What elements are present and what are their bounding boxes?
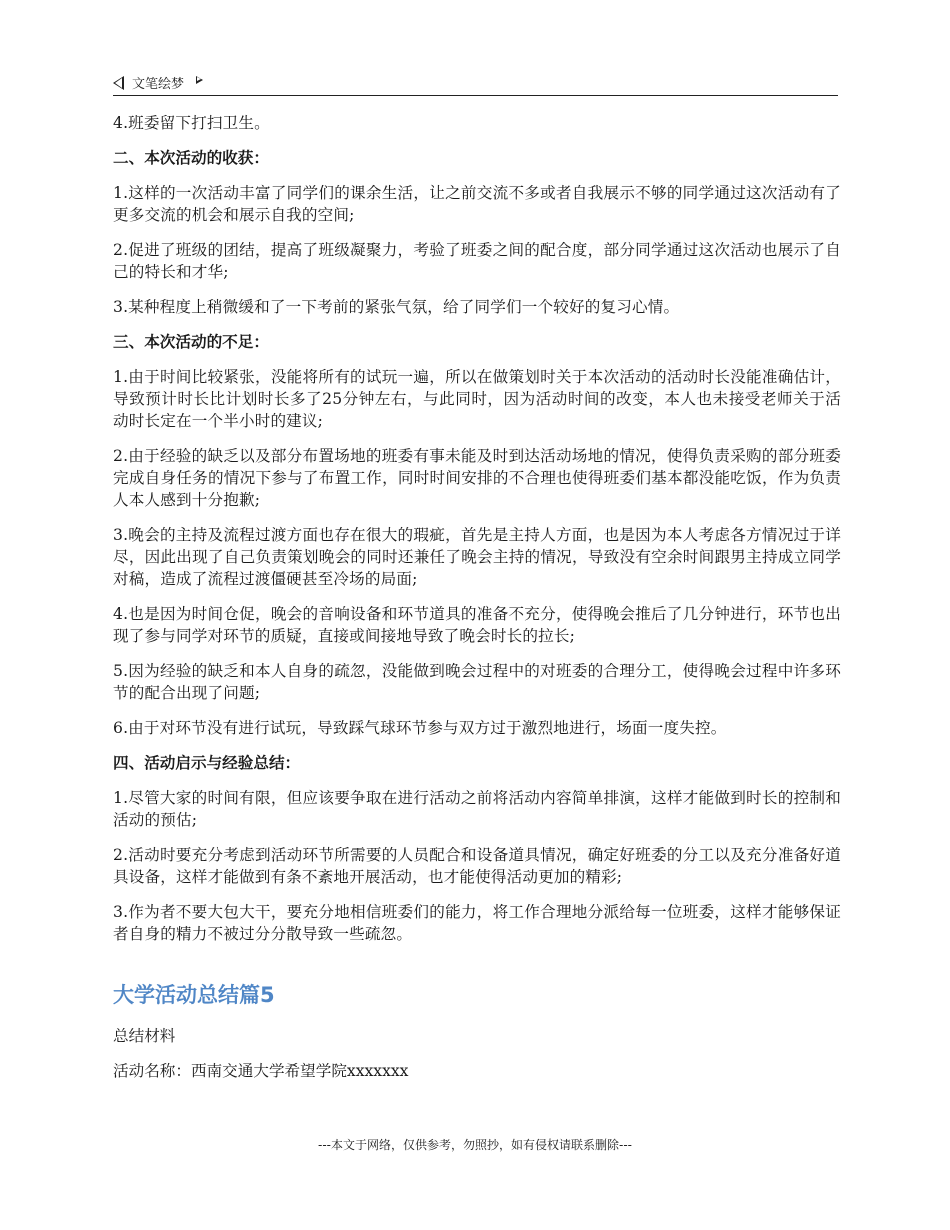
paragraph-lack-3: 3.晚会的主持及流程过渡方面也存在很大的瑕疵，首先是主持人方面，也是因为本人考虑各方情况过于详尽，因此出现了自己负责策划晚会的同时还兼任了晚会主持的情况，导致没有空余时间跟男主持成立同学对稿，造成了流程过渡僵硬甚至冷场的局面; [113,526,841,588]
paragraph-lack-2: 2.由于经验的缺乏以及部分布置场地的班委有事未能及时到达活动场地的情况，使得负责采购的部分班委完成自身任务的情况下参与了布置工作，同时时间安排的不合理也使得班委们基本都没能吃饭，作为负责人本人感到十分抱歉; [113,447,841,509]
paragraph-lesson-2: 2.活动时要充分考虑到活动环节所需要的人员配合和设备道具情况，确定好班委的分工以及充分准备好道具设备，这样才能做到有条不紊地开展活动，也才能使得活动更加的精彩; [113,846,841,886]
section-title: 大学活动总结篇5 [113,983,275,1007]
heading-lessons: 四、活动启示与经验总结： [113,754,301,772]
triangle-right-icon [196,76,203,84]
activity-name: 活动名称：西南交通大学希望学院xxxxxxx [113,1062,409,1080]
paragraph-lesson-3: 3.作为者不要大包大干，要充分地相信班委们的能力，将工作合理地分派给每一位班委，这样才能够保证者自身的精力不被过分分散导致一些疏忽。 [113,903,841,943]
paragraph-gain-3: 3.某种程度上稍微缓和了一下考前的紧张气氛，给了同学们一个较好的复习心情。 [113,298,680,316]
paragraph-lack-4: 4.也是因为时间仓促，晚会的音响设备和环节道具的准备不充分，使得晚会推后了几分钟进行，环节也出现了参与同学对环节的质疑，直接或间接地导致了晚会时长的拉长; [113,605,841,645]
header-title: 文笔绘梦 [132,77,185,92]
paragraph-gain-1: 1.这样的一次活动丰富了同学们的课余生活，让之前交流不多或者自我展示不够的同学通过这次活动有了更多交流的机会和展示自我的空间; [113,184,841,224]
paragraph-gain-2: 2.促进了班级的团结，提高了班级凝聚力，考验了班委之间的配合度，部分同学通过这次活动也展示了自己的特长和才华; [113,241,841,281]
page-header [113,70,838,96]
paragraph-lack-5: 5.因为经验的缺乏和本人自身的疏忽，没能做到晚会过程中的对班委的合理分工，使得晚会过程中许多环节的配合出现了问题; [113,662,841,702]
heading-gains: 二、本次活动的收获： [113,149,269,167]
triangle-left-icon [113,76,124,90]
paragraph-item-4: 4.班委留下打扫卫生。 [113,114,270,132]
paragraph-lack-6: 6.由于对环节没有进行试玩，导致踩气球环节参与双方过于激烈地进行，场面一度失控。 [113,719,727,737]
heading-shortcomings: 三、本次活动的不足： [113,333,269,351]
paragraph-lesson-1: 1.尽管大家的时间有限，但应该要争取在进行活动之前将活动内容简单排演，这样才能做到时长的控制和活动的预估; [113,789,841,829]
paragraph-lack-1: 1.由于时间比较紧张，没能将所有的试玩一遍，所以在做策划时关于本次活动的活动时长没能准确估计，导致预计时长比计划时长多了25分钟左右，与此同时，因为活动时间的改变，本人也未接受老师关于活动时长定在一个半小时的建议; [113,368,841,430]
document-body [113,112,841,1095]
material-label: 总结材料 [113,1027,176,1045]
page-footer: ---本文于网络，仅供参考，勿照抄，如有侵权请联系删除--- [318,1138,632,1152]
